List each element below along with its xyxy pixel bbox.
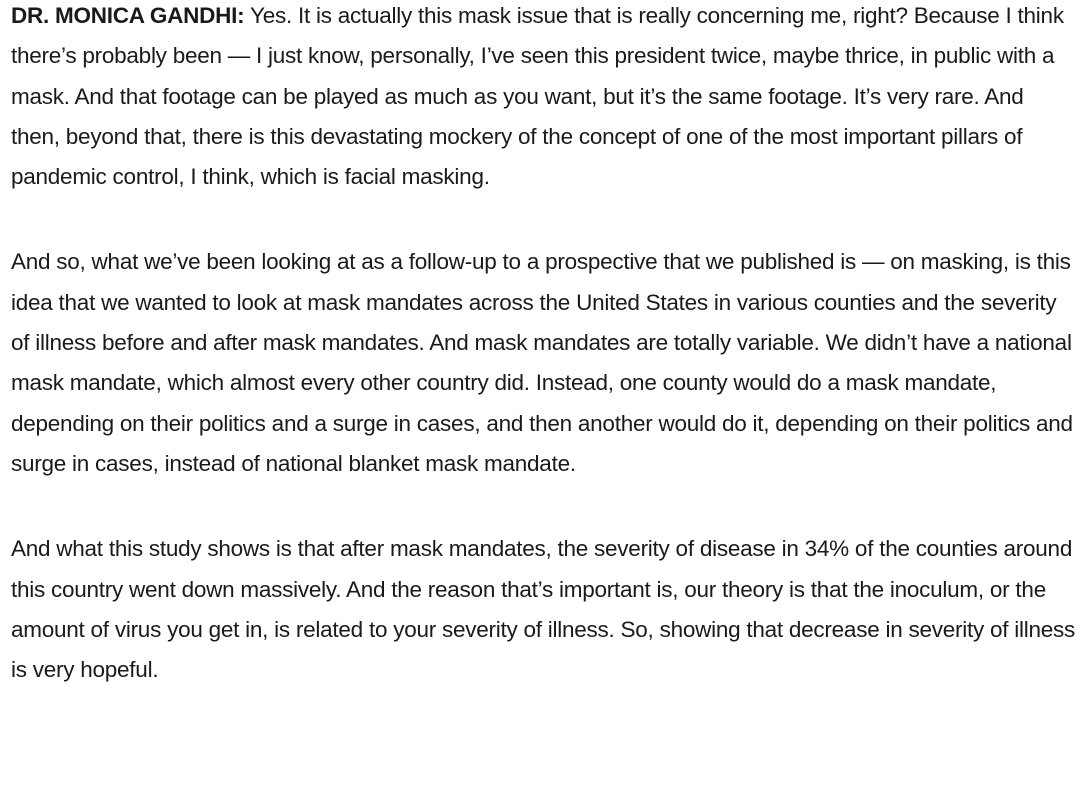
paragraph-text: And what this study shows is that after mask mandates, the severity of disease in 34% of the counties around this country went down massively. And the reason that’s important is, our theory is that the inoculum, or the amount of virus you get in, is related to your severity of illness. So, showing that decrease in severity of illness is very hopeful.: [11, 536, 1076, 683]
speaker-name: DR. MONICA GANDHI:: [11, 3, 245, 28]
transcript-paragraph-2: [11, 242, 1077, 484]
transcript-paragraph-1: [11, 0, 1077, 197]
paragraph-text: Yes. It is actually this mask issue that is really concerning me, right? Because I think there’s probably been — I just know, personally, I’ve seen this president twice, maybe thrice, in public with a mask. And that footage can be played as much as you want, but it’s the same footage. It’s very rare. And then, beyond that, there is this devastating mockery of the concept of one of the most important pillars of pandemic control, I think, which is facial masking.: [11, 3, 1064, 190]
transcript-paragraph-3: [11, 529, 1077, 690]
paragraph-text: And so, what we’ve been looking at as a follow-up to a prospective that we published is — on masking, is this idea that we wanted to look at mask mandates across the United States in various counties and the severity of illness before and after mask mandates. And mask mandates are totally variable. We didn’t have a national mask mandate, which almost every other country did. Instead, one county would do a mask mandate, depending on their politics and a surge in cases, and then another would do it, depending on their politics and surge in cases, instead of national blanket mask mandate.: [11, 249, 1073, 476]
